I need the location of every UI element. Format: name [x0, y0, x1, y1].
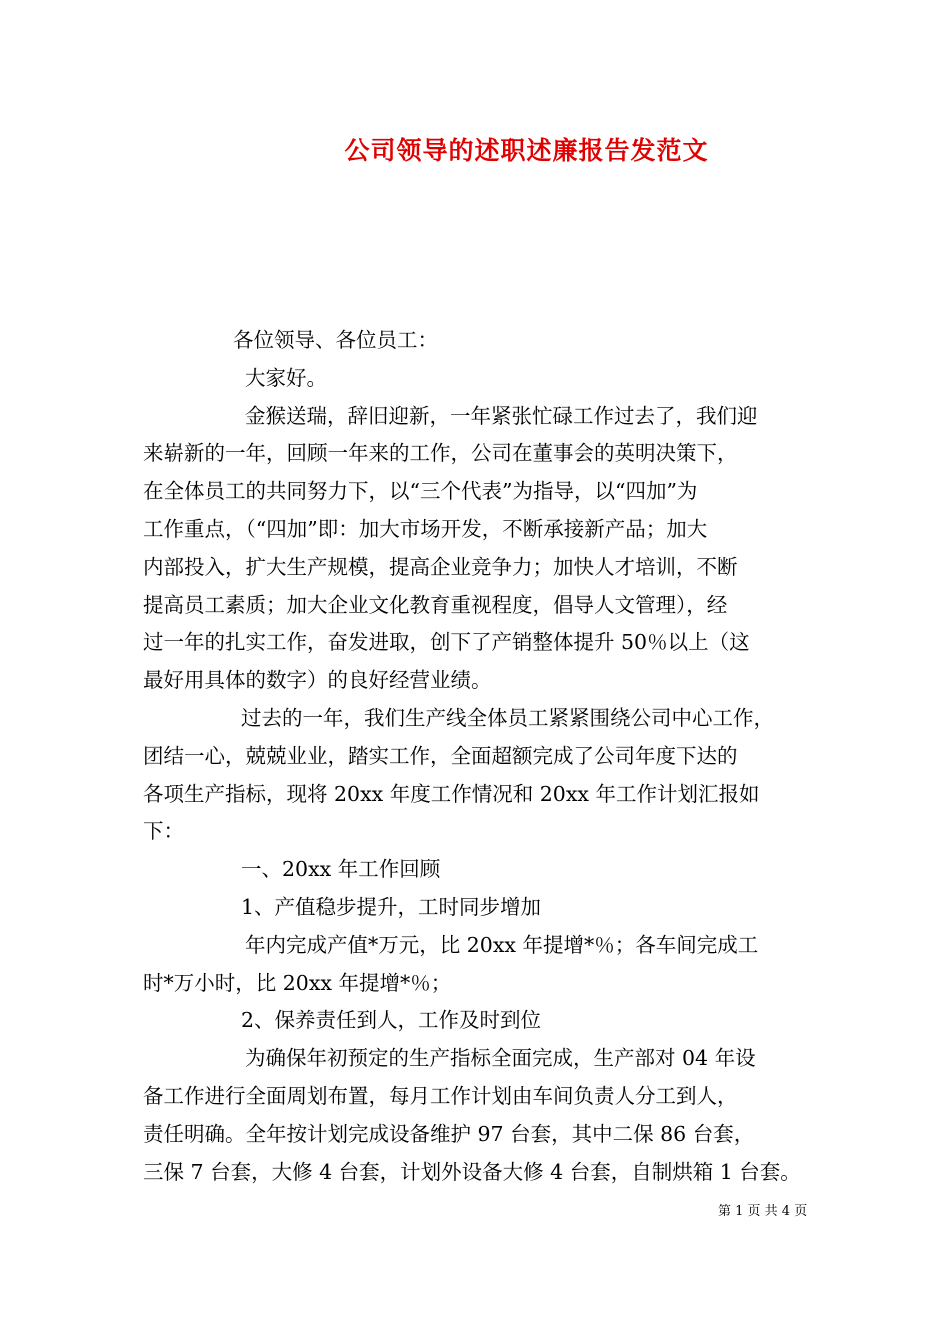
body-line: 为确保年初预定的生产指标全面完成，生产部对 04 年设 — [245, 1046, 756, 1071]
body-line: 在全体员工的共同努力下，以“三个代表”为指导，以“四加”为 — [143, 479, 698, 504]
body-line: 过一年的扎实工作，奋发进取，创下了产销整体提升 50％以上（这 — [143, 630, 750, 655]
body-line: 提高员工素质；加大企业文化教育重视程度，倡导人文管理），经 — [143, 592, 728, 617]
body-line: 最好用具体的数字）的良好经营业绩。 — [143, 668, 492, 693]
section-heading: 一、20xx 年工作回顾 — [241, 857, 441, 882]
page-number: 第 1 页 共 4 页 — [718, 1204, 808, 1219]
subsection-heading: 1、产值稳步提升，工时同步增加 — [241, 894, 542, 919]
salutation: 各位领导、各位员工： — [233, 328, 438, 352]
body-line: 年内完成产值*万元，比 20xx 年提增*％；各车间完成工 — [245, 932, 759, 957]
body-line: 过去的一年，我们生产线全体员工紧紧围绕公司中心工作， — [241, 705, 774, 730]
body-line: 备工作进行全面周划布置，每月工作计划由车间负责人分工到人， — [143, 1083, 738, 1108]
body-line: 各项生产指标，现将 20xx 年度工作情况和 20xx 年工作计划汇报如 — [143, 781, 760, 806]
document-body — [143, 322, 813, 1191]
document-title: 公司领导的述职述廉报告发范文 — [344, 136, 709, 165]
body-line: 金猴送瑞，辞旧迎新，一年紧张忙碌工作过去了，我们迎 — [245, 403, 758, 428]
body-line: 来崭新的一年，回顾一年来的工作，公司在董事会的英明决策下， — [143, 441, 738, 466]
body-line: 责任明确。全年按计划完成设备维护 97 台套，其中二保 86 台套， — [143, 1121, 755, 1146]
body-line: 团结一心，兢兢业业，踏实工作，全面超额完成了公司年度下达的 — [143, 743, 738, 768]
body-line: 下： — [143, 819, 184, 844]
body-line: 三保 7 台套，大修 4 台套，计划外设备大修 4 台套，自制烘箱 1 台套。 — [143, 1159, 801, 1184]
subsection-heading: 2、保养责任到人，工作及时到位 — [241, 1008, 542, 1033]
greeting: 大家好。 — [245, 365, 327, 390]
body-line: 时*万小时，比 20xx 年提增*％； — [143, 970, 452, 995]
body-line: 内部投入，扩大生产规模，提高企业竞争力；加快人才培训，不断 — [143, 554, 738, 579]
body-line: 工作重点，（“四加”即：加大市场开发，不断承接新产品；加大 — [143, 516, 708, 541]
